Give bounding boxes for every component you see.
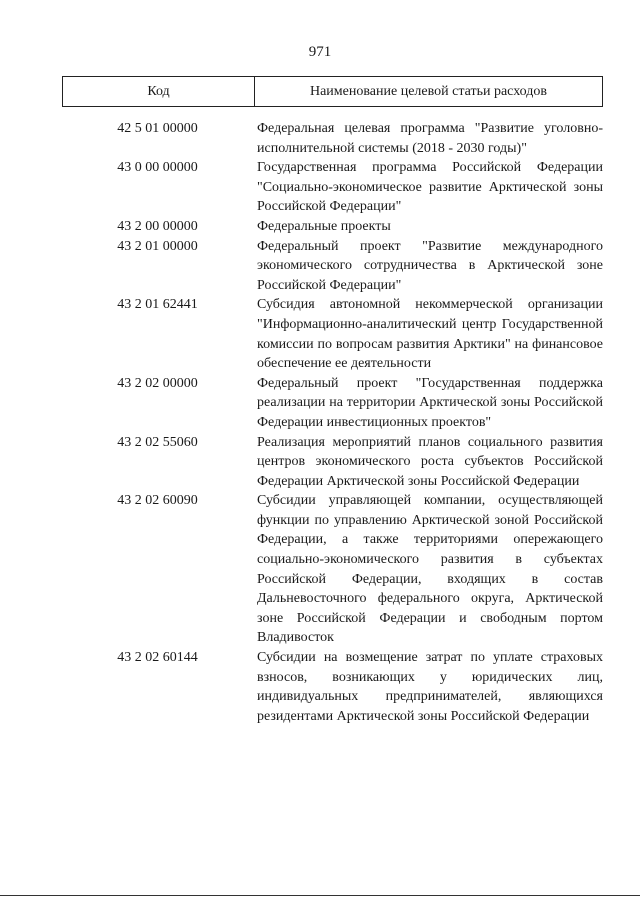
row-name: Субсидия автономной некоммерческой организации "Информационно-аналитический центр Государственной комиссии по вопросам развития Арктики" на финансовое обеспечение ее деятельности (257, 297, 603, 372)
row-name: Субсидии управляющей компании, осуществляющей функции по управлению Арктической зоной Российской Федерации, а также территориями опережающего социально-экономического развития в субъектах Российской Федерации, входящих в состав Дальневосточного федерального округа, Арктической зоне Российской Федерации и свободным портом Владивосток (257, 493, 603, 646)
table-body (62, 119, 603, 726)
row-code: 43 2 00 00000 (117, 218, 198, 234)
row-name: Федеральный проект "Государственная поддержка реализации на территории Арктической зоны Российской Федерации инвестиционных проектов" (257, 375, 603, 430)
table-row (62, 119, 603, 158)
table-header (62, 76, 603, 107)
table-row (62, 374, 603, 433)
table-row (62, 295, 603, 373)
row-name: Реализация мероприятий планов социального развития центров экономического роста субъектов Российской Федерации Арктической зоны Российской Федерации (257, 434, 603, 489)
row-code: 43 2 02 00000 (117, 375, 198, 391)
row-name: Государственная программа Российской Федерации "Социально-экономическое развитие Арктической зоны Российской Федерации" (257, 160, 603, 215)
table-row (62, 158, 603, 217)
page-bottom-divider (0, 895, 640, 896)
table-row (62, 648, 603, 726)
row-code: 43 2 01 00000 (117, 238, 198, 254)
table-row (62, 237, 603, 296)
row-name: Федеральный проект "Развитие международного экономического сотрудничества в Арктической зоне Российской Федерации" (257, 238, 603, 293)
header-code: Код (63, 77, 255, 106)
row-code: 43 2 01 62441 (117, 297, 198, 313)
table-row (62, 491, 603, 648)
row-code: 43 2 02 55060 (117, 434, 198, 450)
row-name: Субсидии на возмещение затрат по уплате страховых взносов, возникающих у юридических лиц, индивидуальных предпринимателей, являющихся резидентами Арктической зоны Российской Федерации (257, 650, 603, 724)
row-code: 42 5 01 00000 (117, 121, 198, 136)
table-row (62, 433, 603, 492)
row-name: Федеральная целевая программа "Развитие уголовно-исполнительной системы (2018 - 2030 годы)" (257, 121, 603, 156)
row-code: 43 2 02 60090 (117, 493, 198, 509)
row-name: Федеральные проекты (257, 218, 391, 234)
page-number: 971 (308, 44, 332, 60)
header-name: Наименование целевой статьи расходов (309, 83, 548, 99)
row-code: 43 0 00 00000 (117, 160, 198, 176)
row-code: 43 2 02 60144 (117, 650, 198, 666)
table-row (62, 217, 603, 237)
